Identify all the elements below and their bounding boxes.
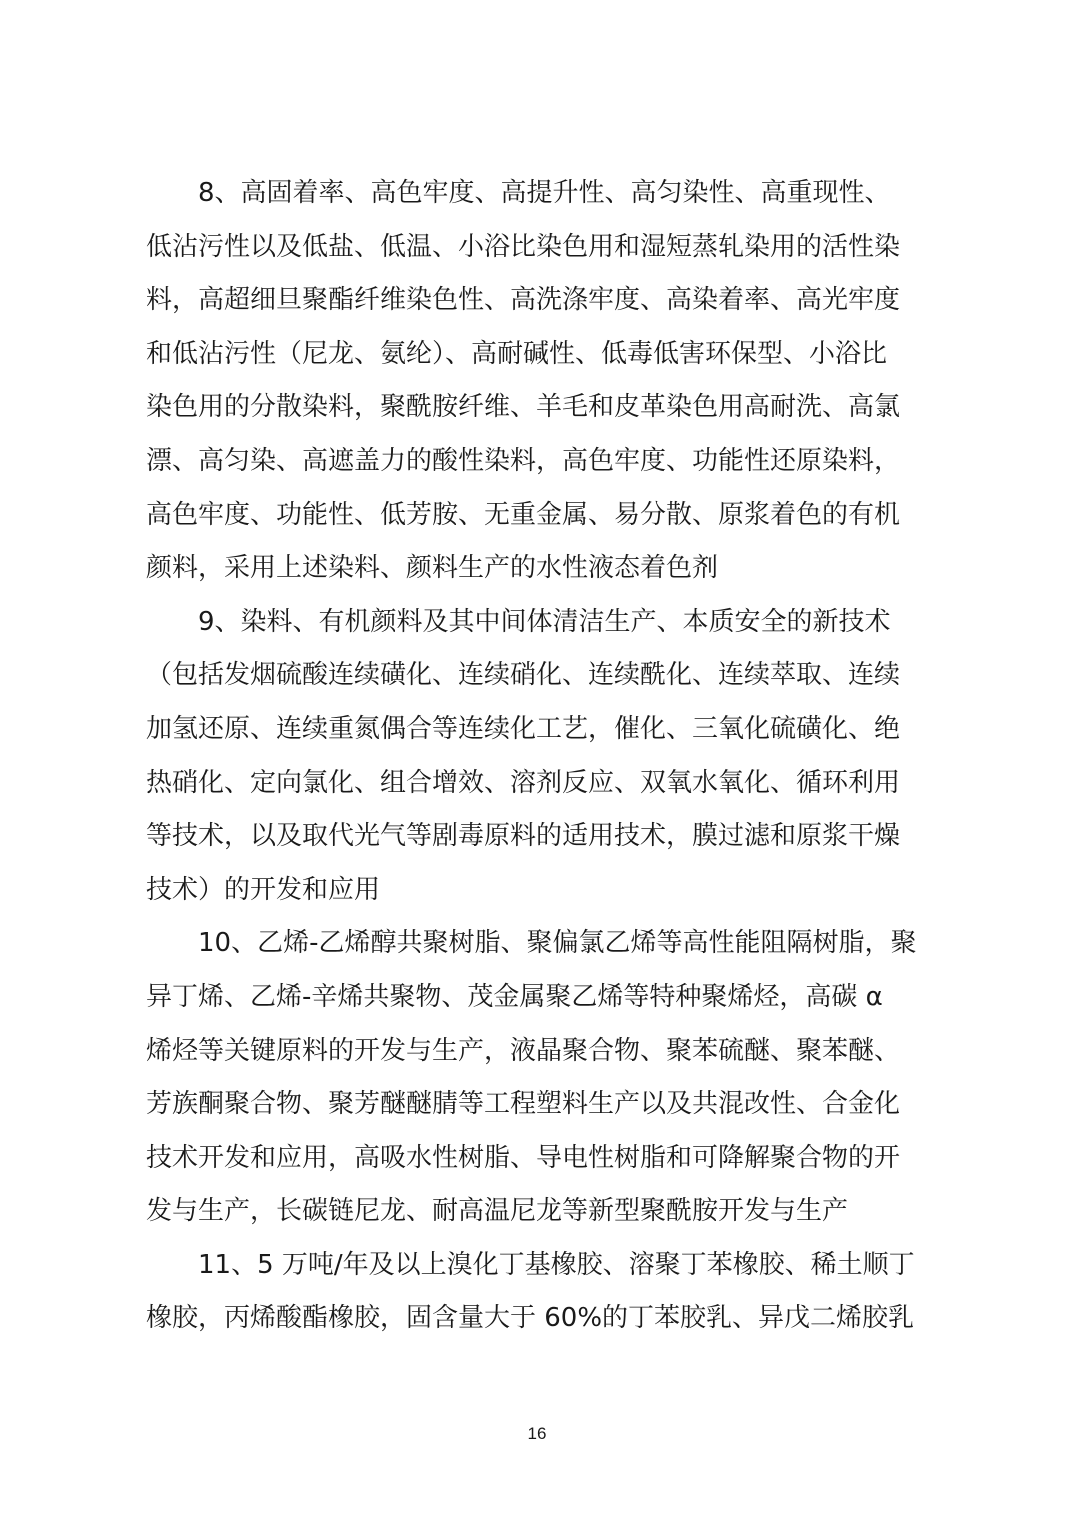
text-line: 烯烃等关键原料的开发与生产，液晶聚合物、聚苯硫醚、聚苯醚、 [146,1035,901,1066]
text-line: 芳族酮聚合物、聚芳醚醚腈等工程塑料生产以及共混改性、合金化 [146,1089,901,1120]
text-line: 染色用的分散染料，聚酰胺纤维、羊毛和皮革染色用高耐洗、高氯 [146,392,901,423]
text-line: 和低沾污性（尼龙、氨纶）、高耐碱性、低毒低害环保型、小浴比 [146,338,888,369]
text-line: 加氢还原、连续重氮偶合等连续化工艺，催化、三氧化硫磺化、绝 [146,713,901,744]
text-line: 等技术，以及取代光气等剧毒原料的适用技术，膜过滤和原浆干燥 [146,821,901,852]
text-line: 10、乙烯-乙烯醇共聚树脂、聚偏氯乙烯等高性能阻隔树脂，聚 [198,928,917,959]
text-line: 发与生产，长碳链尼龙、耐高温尼龙等新型聚酰胺开发与生产 [146,1196,849,1227]
text-line: 漂、高匀染、高遮盖力的酸性染料，高色牢度、功能性还原染料， [146,445,901,476]
text-line: 橡胶，丙烯酸酯橡胶，固含量大于 60%的丁苯胶乳、异戊二烯胶乳 [146,1303,915,1334]
text-line: 技术开发和应用，高吸水性树脂、导电性树脂和可降解聚合物的开 [146,1142,901,1173]
text-line: 11、5 万吨/年及以上溴化丁基橡胶、溶聚丁苯橡胶、稀土顺丁 [198,1249,915,1280]
text-line: 低沾污性以及低盐、低温、小浴比染色用和湿短蒸轧染用的活性染 [146,231,901,262]
text-line: 热硝化、定向氯化、组合增效、溶剂反应、双氧水氧化、循环利用 [146,767,901,798]
body-text [146,167,931,1346]
text-line: 异丁烯、乙烯-辛烯共聚物、茂金属聚乙烯等特种聚烯烃，高碳 α [146,981,883,1012]
page-number: 16 [527,1424,547,1443]
text-line: 9、染料、有机颜料及其中间体清洁生产、本质安全的新技术 [198,606,891,637]
text-line: 颜料，采用上述染料、颜料生产的水性液态着色剂 [146,553,719,584]
text-line: 8、高固着率、高色牢度、高提升性、高匀染性、高重现性、 [198,178,891,208]
text-line: 料，高超细旦聚酯纤维染色性、高洗涤牢度、高染着率、高光牢度 [146,285,901,316]
text-line: （包括发烟硫酸连续磺化、连续硝化、连续酰化、连续萃取、连续 [146,660,901,691]
text-line: 技术）的开发和应用 [146,874,381,905]
text-line: 高色牢度、功能性、低芳胺、无重金属、易分散、原浆着色的有机 [146,499,901,530]
